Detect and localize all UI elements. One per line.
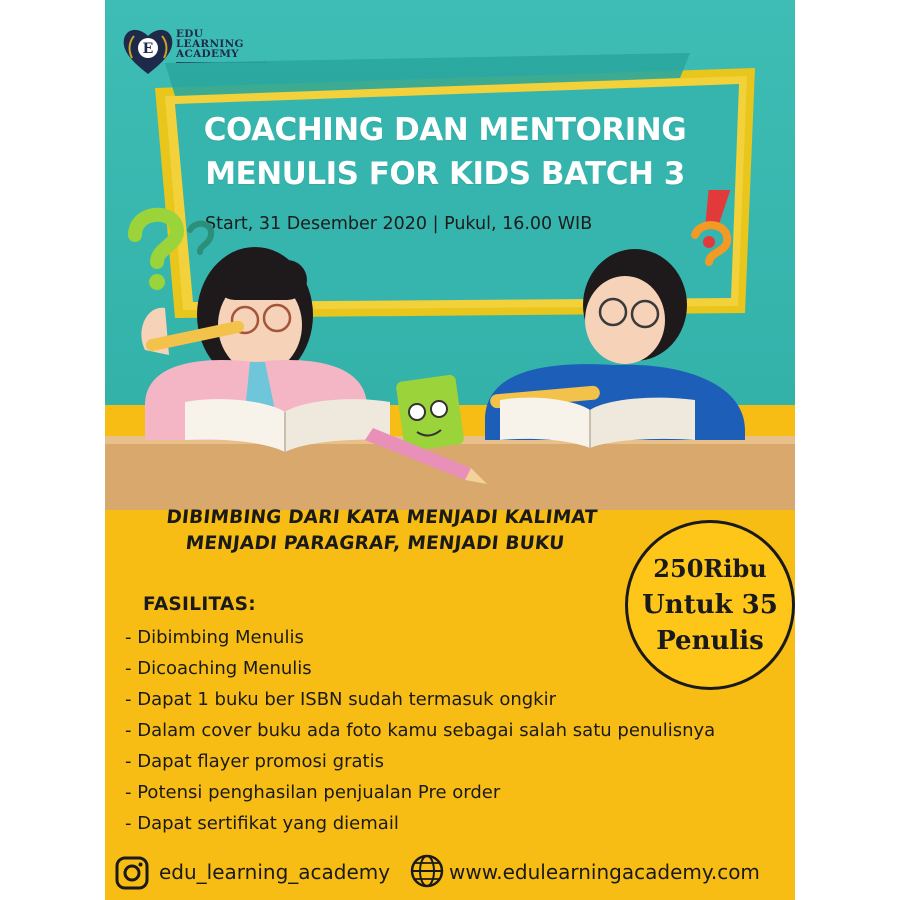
logo-line-1: EDU [176,28,204,40]
instagram-handle[interactable]: edu_learning_academy [159,860,391,884]
price-line-3: Penulis [656,626,764,656]
tagline-line-2: MENJADI PARAGRAF, MENJADI BUKU [184,533,566,554]
globe-icon [409,853,445,889]
exclamation-icon [695,190,733,262]
fasilitas-item: - Dicoaching Menulis [125,658,312,679]
footer-contacts [105,848,795,898]
website-link[interactable]: www.edulearningacademy.com [449,860,760,884]
tagline-line-1: DIBIMBING DARI KATA MENJADI KALIMAT [165,507,599,528]
title [165,108,725,196]
logo-monogram: E [142,41,154,57]
fasilitas-heading: FASILITAS: [143,594,256,615]
fasilitas-item: - Potensi penghasilan penjualan Pre order [125,782,501,803]
logo-line-2: LEARNING [176,38,244,50]
logo-line-3: ACADEMY [176,48,239,60]
fasilitas-item: - Dapat flayer promosi gratis [125,751,384,772]
kids-reading-illustration [105,190,795,510]
fasilitas-item: - Dapat sertifikat yang diemail [125,813,399,834]
fasilitas-item: - Dapat 1 buku ber ISBN sudah termasuk ongkir [125,689,556,710]
fasilitas-list [125,622,790,839]
instagram-icon [115,856,149,890]
poster [105,0,795,900]
event-date-time: Start, 31 Desember 2020 | Pukul, 16.00 WIB [205,214,593,234]
book-mascot-icon [395,374,464,452]
fasilitas-item: - Dalam cover buku ada foto kamu sebagai salah satu penulisnya [125,720,716,741]
price-line-1: 250Ribu [653,554,767,583]
title-line-2: MENULIS FOR KIDS BATCH 3 [205,156,685,192]
tagline [162,505,667,557]
question-mark-icon [135,215,211,290]
title-line-1: COACHING DAN MENTORING [203,112,687,148]
fasilitas-item: - Dibimbing Menulis [125,627,304,648]
price-line-2: Untuk 35 [642,590,778,620]
